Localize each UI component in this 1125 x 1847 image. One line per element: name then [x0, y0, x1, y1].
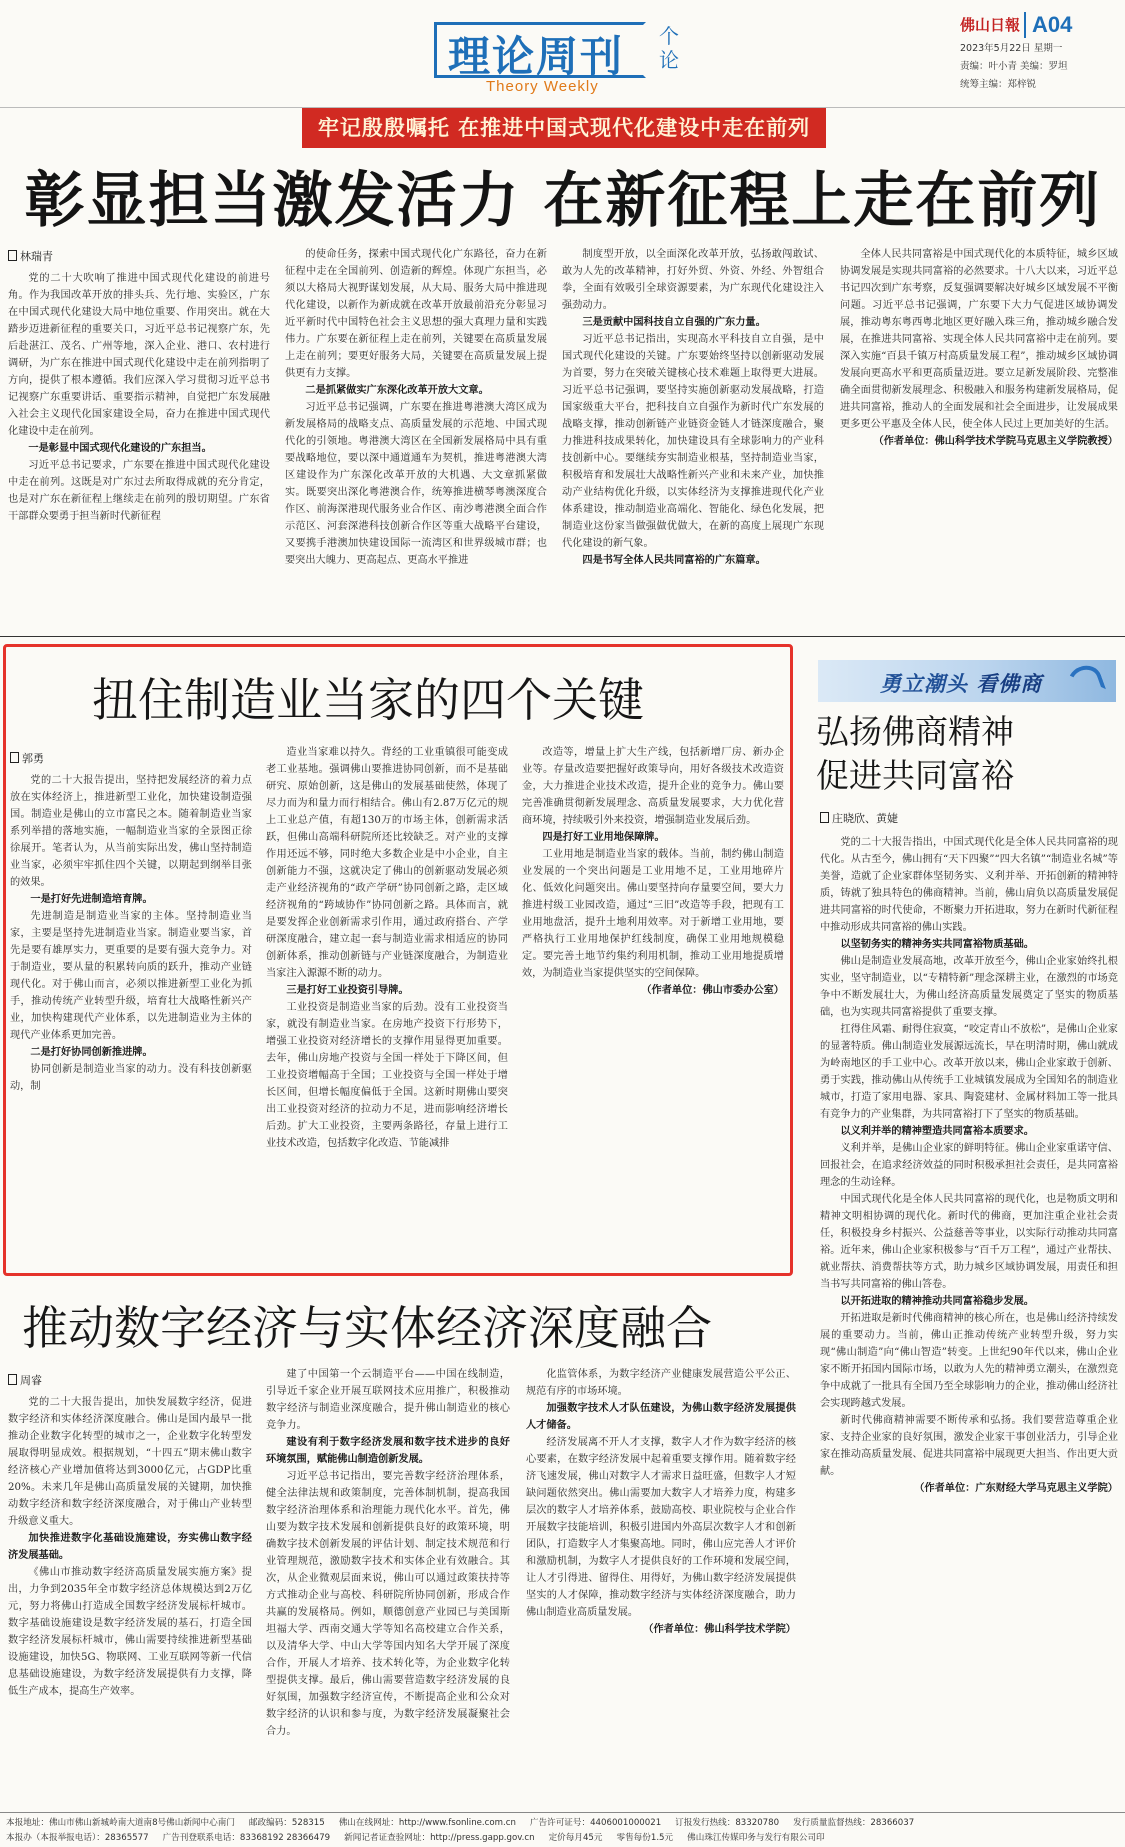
- article2-headline: 扭住制造业当家的四个关键: [92, 673, 644, 727]
- sidebar-headline: [816, 710, 1116, 798]
- subheading: 加快推进数字化基础设施建设，夯实佛山数字经济发展基础。: [8, 1533, 252, 1561]
- article1-column-1: [8, 270, 270, 610]
- article2-column-1: [10, 772, 252, 1268]
- editor-line: 责编：叶小青 美编：罗坦: [960, 61, 1068, 72]
- footer-item: 佛山珠江传媒印务与发行有限公司印: [687, 1833, 825, 1843]
- paragraph: 习近平总书记强调，广东要在推进粤港澳大湾区成为新发展格局的战略支点、高质量发展的示范地、中国式现代化的引领地。粤港澳大湾区在全国新发展格局中具有重要战略地位，要以深中通道通车为契机，推进粤港澳大湾区建设作为广东深化改革开放的大机遇、大文章抓紧做实。既要突出深化粤港澳合作，统筹推进横琴粤澳深度合作区、前海深港现代服务业合作区、南沙粤港澳全面合作示范区、河套深港科技创新合作区等重大战略平台建设，又要携手港澳加快建设国际一流湾区和世界级城市群；也要突出大魄力、更高起点、更高水平推进: [285, 402, 547, 566]
- subheading: 一是打好先进制造培育牌。: [30, 894, 153, 905]
- article2-column-2: [266, 744, 508, 1268]
- paragraph: 习近平总书记指出，实现高水平科技自立自强，是中国式现代化建设的关键。广东要始终坚持以创新驱动发展为首要，努力在突破关键核心技术难题上取得更大进展。习近平总书记强调，要坚持实施创新驱动发展战略，打造国家级重大平台，把科技自立自强作为新时代广东发展的战略支撑，推动创新链产业链资金链人才链深度融合，聚力推进科技成果转化，加快建设具有全球影响力的产业科技创新中心。要继续夯实制造业根基，坚持制造业当家，积极培育和发展壮大战略性新兴产业和未来产业，加快推动产业结构优化升级，以实体经济为支撑推进现代化产业体系建设，推动制造业高端化、智能化、绿色化发展，把制造业这份家当做强做优做大，在新的高度上展现广东现代化建设的新气象。: [562, 334, 824, 549]
- footer-item: 佛山在线网址：http://www.fsonline.com.cn: [338, 1818, 516, 1828]
- theme-banner: 牢记殷殷嘱托 在推进中国式现代化建设中走在前列: [302, 108, 826, 148]
- footer-item: 新闻记者证查验网址：http://press.gapp.gov.cn: [344, 1833, 535, 1843]
- subheading: 二是打好协同创新推进牌。: [30, 1047, 153, 1058]
- paragraph: 制度型开放，以全面深化改革开放，弘扬敢闯敢试、敢为人先的改革精神，打好外贸、外资、外经、外智组合拳，全面有效吸引全球资源要素，为广东现代化建设注入强劲动力。: [562, 249, 824, 311]
- paragraph: 工业用地是制造业当家的载体。当前，制约佛山制造业发展的一个突出问题是工业用地不足，工业用地碎片化、低效化问题突出。佛山要坚持向存量要空间，要大力推进村级工业园改造，通过“三旧”改造等手段，把现有工业用地盘活，提升土地利用效率。对于新增工业用地，要严格执行工业用地保护红线制度，确保工业用地规模稳定。要完善土地节约集约利用机制，推动工业用地提质增效，为制造业当家提供坚实的空间保障。: [522, 849, 784, 979]
- section-title: 理论周刊: [448, 32, 625, 81]
- masthead: [0, 0, 1125, 108]
- author-affiliation: （作者单位：佛山科学技术学院马克思主义学院教授）: [873, 436, 1118, 447]
- sidebar-banner-text: 勇立潮头 看佛商: [880, 671, 1043, 696]
- page-number: A04: [1024, 12, 1072, 38]
- paragraph: 佛山是制造业发展高地，改革开放至今，佛山企业家始终扎根实业，坚守制造业，以“专精特新”理念深耕主业，在激烈的市场竞争中不断发展壮大，为佛山经济高质量发展奠定了坚实的物质基础，也为实现共同富裕提供了重要支撑。: [820, 956, 1118, 1018]
- footer-item: 广告许可证号：4406001000021: [529, 1818, 662, 1828]
- paragraph: 全体人民共同富裕是中国式现代化的本质特征，城乡区域协调发展是实现共同富裕的必然要求。十八大以来，习近平总书记四次到广东考察，反复强调要解决好城乡区域发展不平衡问题。习近平总书记强调，广东要下大力气促进区域协调发展，推动粤东粤西粤北地区更好融入珠三角，推动城乡融合发展，在推进共同富裕、实现全体人民共同富裕中走在前列。要深入实施“百县千镇万村高质量发展工程”，推动城乡区域协调发展向更高水平和更高质量迈进。要立足新发展阶段、完整准确全面贯彻新发展理念、积极融入和服务构建新发展格局，促进共同富裕，推动人的全面发展和社会全面进步，让发展成果更多更公平惠及全体人民，使全体人民过上更加美好的生活。: [840, 249, 1118, 430]
- footer-item: 广告刊登联系电话：83368192 28366479: [162, 1833, 331, 1843]
- paragraph: 中国式现代化是全体人民共同富裕的现代化，也是物质文明和精神文明相协调的现代化。新时代的佛商，更加注重企业社会责任，积极投身乡村振兴、公益慈善等事业，以实际行动推动共同富裕。近年来，佛山企业家积极参与“百千万工程”，通过产业帮扶、就业帮扶、消费帮扶等方式，助力城乡区域协调发展，用责任和担当书写共同富裕的佛山答卷。: [820, 1194, 1118, 1290]
- article3-byline: 周睿: [8, 1372, 42, 1388]
- paragraph: 党的二十大报告提出，加快发展数字经济，促进数字经济和实体经济深度融合。佛山是国内最早一批推动企业数字化转型的城市之一，企业数字化转型发展取得明显成效。根据规划，“十四五”期末佛山数字经济核心产业增加值将达到3000亿元，占GDP比重20%。未来几年是佛山高质量发展的关键期，加快推动数字经济和数字经济深度融合，对于佛山产业转型升级意义重大。: [8, 1397, 252, 1527]
- date-line: 2023年5月22日 星期一: [960, 43, 1063, 54]
- article3-column-1: [8, 1394, 252, 1802]
- paragraph: 党的二十大报告指出，中国式现代化是全体人民共同富裕的现代化。从古至今，佛山拥有“天下四聚”“四大名镇”“制造业名城”等美誉，造就了企业家群体坚韧务实、义利并举、开拓创新的精神特质，铸就了独具特色的佛商精神。当前，佛山肩负以高质量发展促进共同富裕的时代使命，不断聚力开拓进取，努力在新时代新征程中推动形成共同富裕的佛山实践。: [820, 837, 1118, 933]
- wave-icon: [1064, 661, 1106, 701]
- section-logo: [434, 18, 734, 96]
- footer-imprint: [0, 1812, 1125, 1847]
- paragraph: 《佛山市推动数字经济高质量发展实施方案》提出，力争到2035年全市数字经济总体规模达到2万亿元，努力将佛山打造成全国数字经济发展标杆城市。数字基础设施建设是数字经济发展的基石，打造全国数字经济发展标杆城市，佛山需要持续推进新型基础设施建设，加快5G、物联网、工业互联网等新一代信息基础设施建设，为数字经济发展提供有力支撑，降低生产成本，提高生产效率。: [8, 1567, 252, 1697]
- subheading: 一是彰显中国式现代化建设的广东担当。: [28, 443, 212, 454]
- sidebar-column: [820, 834, 1118, 1802]
- article1-headline: 彰显担当激发活力 在新征程上走在前列: [24, 166, 1102, 236]
- sidebar-byline: 庄晓欣、黄婕: [820, 810, 898, 826]
- paragraph: 习近平总书记要求，广东要在推进中国式现代化建设中走在前列。这既是对广东过去所取得成就的充分肯定，也是对广东在新征程上继续走在前列的殷切期望。广东省干部群众要勇于担当新时代新征程: [8, 460, 270, 522]
- subheading: 以开拓进取的精神推动共同富裕稳步发展。: [840, 1296, 1034, 1307]
- article3-column-3: [526, 1366, 796, 1802]
- paragraph: 化监管体系，为数字经济产业健康发展营造公平公正、规范有序的市场环境。: [526, 1369, 796, 1397]
- section-side-label: 个论: [659, 24, 679, 72]
- paragraph: 扛得住风霜、耐得住寂寞，“咬定青山不放松”，是佛山企业家的显著特质。佛山制造业发展源远流长，早在明清时期，佛山就成为岭南地区的手工业中心。改革开放以来，佛山企业家敢于创新、勇于实践，推动佛山从传统手工业城镇发展成为全国知名的制造业城市，打造了家用电器、家具、陶瓷建材、金属材料加工等一批具有竞争力的产业集群，为共同富裕打下了坚实的物质基础。: [820, 1024, 1118, 1120]
- footer-item: 发行质量监督热线：28366037: [793, 1818, 915, 1828]
- article3-headline: 推动数字经济与实体经济深度融合: [22, 1301, 712, 1355]
- paragraph: 先进制造是制造业当家的主体。坚持制造业当家，主要是坚持先进制造业当家。制造业要当家，首先是要有雄厚实力，更重要的是要有强大竞争力。对于制造业，要从量的积累转向质的跃升，推动产业链现代化。对于佛山而言，必须以推进新型工业化为抓手，推动传统产业转型升级，培育壮大战略性新兴产业，加快构建现代产业体系，以先进制造业为主体的现代产业体系更加完善。: [10, 911, 252, 1041]
- footer-item: 订报发行热线：83320780: [675, 1818, 780, 1828]
- footer-item: 邮政编码：528315: [248, 1818, 325, 1828]
- article1-column-3: [562, 246, 824, 610]
- paragraph: 改造等，增量上扩大生产线，包括新增厂房、新办企业等。存量改造要把握好政策导向，用好各级技术改造资金，大力推进企业技术改造，提升企业的竞争力。佛山要完善准确贯彻新发展理念、高质量发展要求，大力优化营商环境，持续吸引外来投资，增强制造业发展后劲。: [522, 747, 784, 826]
- footer-item: 定价每月45元: [548, 1833, 603, 1843]
- subheading: 建设有利于数字经济发展和数字技术进步的良好环境氛围，赋能佛山制造创新发展。: [266, 1437, 510, 1465]
- sidebar-banner: [818, 660, 1116, 702]
- subheading: 二是抓紧做实广东深化改革开放大文章。: [305, 385, 489, 396]
- subheading: 三是贡献中国科技自立自强的广东力量。: [582, 317, 766, 328]
- author-affiliation: （作者单位：广东财经大学马克思主义学院）: [914, 1483, 1118, 1494]
- sidebar-headline-line-2: 促进共同富裕: [816, 756, 1014, 795]
- article2-byline: 郭勇: [10, 750, 44, 766]
- paragraph: 党的二十大报告提出，坚持把发展经济的着力点放在实体经济上，推进新型工业化，加快建设制造强国。制造业是佛山的立市富民之本。随着制造业当家系列举措的落地实施，一幅制造业当家的全景图正徐徐展开。笔者认为，从当前实际出发，佛山坚持制造业当家，必须牢牢抓住四个关键，以期起到纲举目张的效果。: [10, 775, 252, 888]
- sidebar-headline-line-1: 弘扬佛商精神: [816, 712, 1014, 751]
- article2-column-3: [522, 744, 784, 1268]
- subheading: 四是书写全体人民共同富裕的广东篇章。: [582, 555, 766, 566]
- section-subtitle: Theory Weekly: [486, 78, 599, 95]
- paragraph: 党的二十大吹响了推进中国式现代化建设的前进号角。作为我国改革开放的排头兵、先行地、实验区，广东在中国式现代化建设大局中地位重要、作用突出。就在大踏步迈进新征程的重要关口，习近平总书记视察广东，先后赴湛江、茂名、广州等地，深入企业、港口、农村进行调研，为广东在推进中国式现代化建设中走在前列指明了方向，提供了根本遵循。我们应深入学习贯彻习近平总书记视察广东重要讲话、重要指示精神，自觉把广东发展融入社会主义现代化国家建设全局，奋力在推进中国式现代化建设中走在前列。: [8, 273, 270, 437]
- section-divider: [0, 636, 1125, 637]
- paragraph: 建了中国第一个云制造平台——中国在线制造，引导近千家企业开展互联网技术应用推广，积极推动数字经济与制造业深度融合，提升佛山制造业的核心竞争力。: [266, 1369, 510, 1431]
- footer-item: 本报办（本报举报电话）：28365577: [6, 1833, 149, 1843]
- footer-line-1: [6, 1816, 1119, 1831]
- footer-line-2: [6, 1831, 1119, 1846]
- article3-column-2: [266, 1366, 510, 1802]
- paragraph: 的使命任务，探索中国式现代化广东路径，奋力在新征程中走在全国前列、创造新的辉煌。体现广东担当，必须以大格局大视野谋划发展，从大局、服务大局中推进现代化建设，以新作为新成就在改革开放最前沿充分彰显习近平新时代中国特色社会主义思想的强大真理力量和实践伟力。广东要在新征程上走在前列，关键要在高质量发展上走在前列；要更好服务大局，关键要在高质量发展上提供更有力支撑。: [285, 249, 547, 379]
- paragraph: 协同创新是制造业当家的动力。没有科技创新驱动，制: [10, 1064, 252, 1092]
- paragraph: 工业投资是制造业当家的后劲。没有工业投资当家，就没有制造业当家。在房地产投资下行形势下，增强工业投资对经济增长的支撑作用显得更加重要。去年，佛山房地产投资与全国一样处于下降区间，但工业投资增幅高于全国；工业投资与全国一样处于增长区间，但增长幅度偏低于全国。这新时期佛山要突出工业投资对经济的拉动力不足，进而影响经济增长后劲。扩大工业投资，主要两条路径，存量上进行工业技术改造，包括数字化改造、节能减排: [266, 1002, 508, 1149]
- paragraph: 义利并举，是佛山企业家的鲜明特征。佛山企业家重诺守信、回报社会，在追求经济效益的同时积极承担社会责任，是共同富裕理念的生动诠释。: [820, 1143, 1118, 1188]
- newspaper-logo: 佛山日報: [960, 15, 1021, 34]
- footer-item: 本报地址：佛山市佛山新城岭南大道南8号佛山新闻中心南门: [6, 1818, 235, 1828]
- subheading: 以义利并举的精神塑造共同富裕本质要求。: [840, 1126, 1034, 1137]
- subheading: 加强数字技术人才队伍建设，为佛山数字经济发展提供人才储备。: [526, 1403, 796, 1431]
- paragraph: 经济发展离不开人才支撑，数字人才作为数字经济的核心要素，在数字经济发展中起着重要支撑作用。随着数字经济飞速发展，佛山对数字人才需求日益旺盛，但数字人才短缺问题依然突出。佛山需要加大数字人才培养力度，构建多层次的数字人才培养体系，鼓励高校、职业院校与企业合作开展数字技能培训，积极引进国内外高层次数字人才和创新团队，打造数字人才集聚高地。同时，佛山应完善人才评价和激励机制，为数字人才提供良好的工作环境和发展空间，让人才引得进、留得住、用得好，为佛山数字经济发展提供坚实的人才保障，推动数字经济与实体经济深度融合，助力佛山制造业高质量发展。: [526, 1437, 796, 1618]
- subheading: 四是打好工业用地保障牌。: [542, 832, 665, 843]
- subheading: 三是打好工业投资引导牌。: [286, 985, 409, 996]
- paragraph: 习近平总书记指出，要完善数字经济治理体系，健全法律法规和政策制度，完善体制机制，提高我国数字经济治理体系和治理能力现代化水平。首先，佛山要为数字技术发展和创新提供良好的政策环境，明确数字技术创新发展的评估计划、制定技术规范和行业管理规范，激励数字技术和实体企业有效融合。其次，从企业微观层面来说，佛山可以通过政策扶持等方式推动企业与高校、科研院所协同创新，形成合作共赢的发展格局。例如，顺德创意产业园已与美国斯坦福大学、西南交通大学等知名高校建立合作关系，以及清华大学、中山大学等国内知名大学开展了深度合作，开展人才培养、技术转化等，为企业数字化转型提供支撑。最后，佛山需要营造数字经济发展的良好氛围，加强数字经济宣传，不断提高企业和公众对数字经济的认识和参与度，为数字经济发展凝聚社会合力。: [266, 1471, 510, 1737]
- paragraph: 造业当家难以持久。背经的工业重镇很可能变成老工业基地。强调佛山要推进协同创新，而不是基础研究、原始创新，这是佛山的发展基础使然，体现了尽力而为和量力而行相结合。佛山有2.87万亿元的规上工业总产值，有超130万的市场主体，创新需求活跃，但佛山高端科研院所还比较缺乏。对产业的支撑作用还远不够，同时绝大多数企业是中小企业，自主创新能力不强，这就决定了佛山的创新驱动发展必须走产业经济视角的“政产学研”协同创新之路，走区域经济视角的“跨域协作”协同创新之路。具体而言，就是要发挥企业创新需求引作用，通过政府搭台、产学研深度融合，建立起一套与制造业需求相适应的协同创新体系，推动创新链与产业链深度融合，为制造业当家注入源源不断的动力。: [266, 747, 508, 979]
- paragraph: 开拓进取是新时代佛商精神的核心所在，也是佛山经济持续发展的重要动力。当前，佛山正推动传统产业转型升级，努力实现“佛山制造”向“佛山智造”转变。上世纪90年代以来，佛山企业家不断开拓国内国际市场，以敢为人先的精神勇立潮头，在激烈竞争中成就了一批具有全国乃至全球影响力的企业，推动佛山经济社会实现跨越式发展。: [820, 1313, 1118, 1409]
- article1-column-4: [840, 246, 1118, 610]
- author-affiliation: （作者单位：佛山科学技术学院）: [643, 1624, 796, 1635]
- footer-item: 零售每份1.5元: [616, 1833, 674, 1843]
- article1-byline: 林瑞青: [8, 248, 53, 264]
- page-info: [960, 12, 1120, 92]
- article1-column-2: [285, 246, 547, 610]
- paragraph: 新时代佛商精神需要不断传承和弘扬。我们要营造尊重企业家、支持企业家的良好氛围，激发企业家干事创业活力，引导企业家在推动高质量发展、促进共同富裕中展现更大担当、作出更大贡献。: [820, 1415, 1118, 1477]
- proof-line: 统筹主编：郑梓锐: [960, 79, 1037, 90]
- subheading: 以坚韧务实的精神务实共同富裕物质基础。: [840, 939, 1034, 950]
- author-affiliation: （作者单位：佛山市委办公室）: [641, 985, 784, 996]
